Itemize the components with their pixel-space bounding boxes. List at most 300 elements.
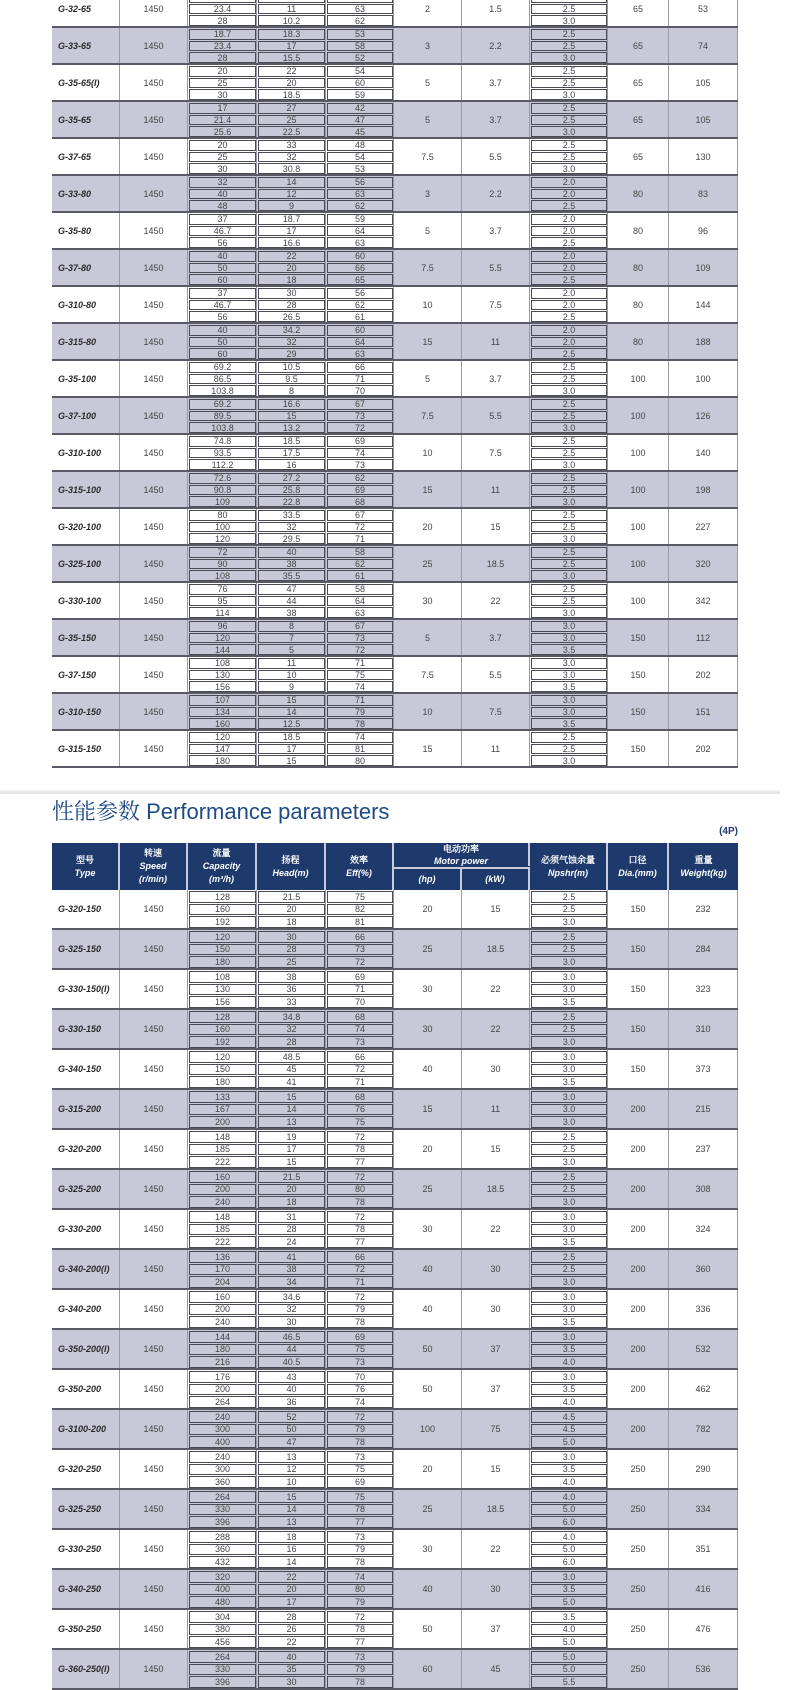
efficiency-value: 74 — [327, 448, 393, 459]
motor-hp-value: 15 — [394, 472, 462, 507]
speed-value: 1450 — [120, 28, 188, 63]
table-row-group — [52, 1170, 738, 1210]
capacity-value: 25 — [189, 152, 256, 163]
pump-model: G-35-80 — [52, 213, 120, 248]
speed-value: 1450 — [120, 1010, 188, 1048]
head-value: 16 — [258, 1544, 325, 1556]
efficiency-value: 59 — [327, 214, 393, 225]
efficiency-value: 64 — [327, 226, 393, 237]
efficiency-value: 54 — [327, 66, 393, 77]
npsh-value: 3.0 — [531, 1224, 607, 1236]
efficiency-value: 78 — [327, 1624, 393, 1636]
efficiency-value: 69 — [327, 971, 393, 983]
motor-hp-value: 60 — [394, 1650, 462, 1688]
efficiency-value: 58 — [327, 584, 393, 595]
motor-hp-value: 10 — [394, 694, 462, 729]
capacity-value: 185 — [189, 1144, 256, 1156]
npsh-value: 3.5 — [531, 1611, 607, 1623]
weight-value: 112 — [669, 620, 738, 655]
head-value: 14 — [258, 707, 325, 718]
weight-value: 351 — [669, 1530, 738, 1568]
capacity-value: 200 — [189, 1184, 256, 1196]
head-value: 29 — [258, 348, 325, 359]
motor-kw-value: 18.5 — [462, 930, 530, 968]
weight-value: 360 — [669, 1250, 738, 1288]
table-row-group — [52, 1610, 738, 1650]
efficiency-value: 60 — [327, 78, 393, 89]
motor-hp-value: 40 — [394, 1570, 462, 1608]
efficiency-value: 80 — [327, 1184, 393, 1196]
efficiency-value: 81 — [327, 744, 393, 755]
capacity-value: 134 — [189, 707, 256, 718]
efficiency-value: 70 — [327, 385, 393, 396]
capacity-value: 160 — [189, 1291, 256, 1303]
efficiency-value: 67 — [327, 510, 393, 521]
capacity-value: 30 — [189, 163, 256, 174]
table-row-group — [52, 1210, 738, 1250]
header-head-en: Head(m) — [272, 867, 309, 878]
head-value: 18.5 — [258, 89, 325, 100]
pump-model: G-37-80 — [52, 250, 120, 285]
npsh-value: 3.5 — [531, 1384, 607, 1396]
head-value: 28 — [258, 300, 325, 311]
weight-value: 237 — [669, 1130, 738, 1168]
pump-model: G-360-250(I) — [52, 1650, 120, 1688]
npsh-value: 5.0 — [531, 1664, 607, 1676]
motor-hp-value: 30 — [394, 1210, 462, 1248]
efficiency-value: 69 — [327, 436, 393, 447]
head-value: 9 — [258, 681, 325, 692]
efficiency-value: 78 — [327, 1224, 393, 1236]
motor-kw-value: 3.7 — [462, 361, 530, 396]
head-value: 20 — [258, 904, 325, 916]
npsh-value: 2.5 — [531, 1011, 607, 1023]
head-value: 40 — [258, 547, 325, 558]
capacity-value: 148 — [189, 1131, 256, 1143]
efficiency-value: 74 — [327, 1571, 393, 1583]
capacity-value — [189, 0, 256, 3]
efficiency-value: 72 — [327, 1171, 393, 1183]
efficiency-value: 68 — [327, 1011, 393, 1023]
npsh-value: 3.0 — [531, 1091, 607, 1103]
head-value: 32 — [258, 152, 325, 163]
header-speed-en: Speed — [139, 861, 167, 871]
npsh-value: 2.5 — [531, 1144, 607, 1156]
npsh-value: 2.5 — [531, 584, 607, 595]
table-row-group — [52, 1130, 738, 1170]
header-speed — [120, 843, 188, 890]
diameter-value: 150 — [608, 657, 669, 692]
header-head-cn: 扬程 — [281, 854, 300, 865]
head-value: 17 — [258, 1144, 325, 1156]
header-capacity-unit: (m³/h) — [209, 874, 234, 884]
efficiency-value: 53 — [327, 163, 393, 174]
table-row-group — [52, 361, 738, 398]
npsh-value: 5.0 — [531, 1651, 607, 1663]
capacity-value: 180 — [189, 1344, 256, 1356]
capacity-value: 56 — [189, 311, 256, 322]
head-value: 34.2 — [258, 325, 325, 336]
efficiency-value: 73 — [327, 1036, 393, 1048]
speed-value: 1450 — [120, 970, 188, 1008]
weight-value: 536 — [669, 1650, 738, 1688]
motor-kw-value: 22 — [462, 583, 530, 618]
weight-value: 202 — [669, 657, 738, 692]
capacity-value: 480 — [189, 1596, 256, 1608]
weight-value: 198 — [669, 472, 738, 507]
head-value: 15 — [258, 1156, 325, 1168]
motor-kw-value: 2.2 — [462, 28, 530, 63]
head-value: 18 — [258, 1531, 325, 1543]
efficiency-value: 66 — [327, 1251, 393, 1263]
weight-value: 227 — [669, 509, 738, 544]
npsh-value: 2.5 — [531, 1184, 607, 1196]
efficiency-value: 72 — [327, 1131, 393, 1143]
diameter-value: 100 — [608, 509, 669, 544]
diameter-value: 150 — [608, 620, 669, 655]
motor-kw-value: 37 — [462, 1370, 530, 1408]
weight-value: 310 — [669, 1010, 738, 1048]
head-value: 15 — [258, 1091, 325, 1103]
motor-hp-value: 40 — [394, 1290, 462, 1328]
weight-value: 336 — [669, 1290, 738, 1328]
weight-value: 140 — [669, 435, 738, 470]
efficiency-value: 71 — [327, 984, 393, 996]
diameter-value: 65 — [608, 102, 669, 137]
capacity-value: 40 — [189, 325, 256, 336]
motor-kw-value: 15 — [462, 890, 530, 928]
table-row-group — [52, 250, 738, 287]
head-value: 7 — [258, 633, 325, 644]
npsh-value: 5.0 — [531, 1436, 607, 1448]
capacity-value: 456 — [189, 1636, 256, 1648]
npsh-value: 3.0 — [531, 621, 607, 632]
npsh-value: 4.0 — [531, 1531, 607, 1543]
speed-value: 1450 — [120, 435, 188, 470]
efficiency-value: 71 — [327, 1276, 393, 1288]
efficiency-value: 79 — [327, 1664, 393, 1676]
header-head — [257, 843, 326, 890]
head-value: 31 — [258, 1211, 325, 1223]
efficiency-value: 69 — [327, 1476, 393, 1488]
efficiency-value: 75 — [327, 1344, 393, 1356]
npsh-value: 2.0 — [531, 263, 607, 274]
head-value: 17.5 — [258, 448, 325, 459]
capacity-value: 264 — [189, 1651, 256, 1663]
table-header — [52, 843, 738, 890]
head-value: 41 — [258, 1076, 325, 1088]
table-row-group — [52, 509, 738, 546]
efficiency-value: 72 — [327, 1291, 393, 1303]
npsh-value: 3.0 — [531, 984, 607, 996]
weight-value: 144 — [669, 287, 738, 322]
efficiency-value: 72 — [327, 522, 393, 533]
head-value: 44 — [258, 1344, 325, 1356]
capacity-value: 400 — [189, 1584, 256, 1596]
efficiency-value: 63 — [327, 237, 393, 248]
head-value: 11 — [258, 4, 325, 15]
table-row-group — [52, 472, 738, 509]
diameter-value: 150 — [608, 1050, 669, 1088]
efficiency-value: 79 — [327, 1304, 393, 1316]
efficiency-value: 61 — [327, 570, 393, 581]
npsh-value: 2.5 — [531, 547, 607, 558]
efficiency-value: 74 — [327, 1024, 393, 1036]
npsh-value: 2.5 — [531, 152, 607, 163]
pump-model: G-310-150 — [52, 694, 120, 729]
capacity-value: 160 — [189, 1024, 256, 1036]
head-value: 41 — [258, 1251, 325, 1263]
npsh-value: 5.0 — [531, 1544, 607, 1556]
pump-model: G-315-100 — [52, 472, 120, 507]
pump-model: G-37-65 — [52, 139, 120, 174]
motor-kw-value: 75 — [462, 1410, 530, 1448]
npsh-value: 3.0 — [531, 1156, 607, 1168]
speed-value: 1450 — [120, 1410, 188, 1448]
motor-kw-value: 22 — [462, 970, 530, 1008]
section-divider — [0, 790, 780, 794]
npsh-value: 2.5 — [531, 473, 607, 484]
capacity-value: 17 — [189, 103, 256, 114]
pump-model: G-310-80 — [52, 287, 120, 322]
npsh-value: 3.0 — [531, 755, 607, 766]
motor-kw-value: 15 — [462, 1130, 530, 1168]
table-row-group — [52, 1650, 738, 1690]
efficiency-value: 52 — [327, 52, 393, 63]
npsh-value: 4.5 — [531, 1424, 607, 1436]
head-value — [258, 0, 325, 3]
motor-kw-value: 18.5 — [462, 1170, 530, 1208]
diameter-value: 100 — [608, 361, 669, 396]
head-value: 38 — [258, 559, 325, 570]
npsh-value: 5.0 — [531, 1636, 607, 1648]
speed-value: 1450 — [120, 1370, 188, 1408]
npsh-value: 5.0 — [531, 1504, 607, 1516]
efficiency-value: 60 — [327, 251, 393, 262]
npsh-value: 2.5 — [531, 744, 607, 755]
weight-value: 290 — [669, 1450, 738, 1488]
efficiency-value: 75 — [327, 891, 393, 903]
efficiency-value: 65 — [327, 274, 393, 285]
efficiency-value: 78 — [327, 1144, 393, 1156]
npsh-value: 3.0 — [531, 658, 607, 669]
weight-value: 126 — [669, 398, 738, 433]
capacity-value: 330 — [189, 1664, 256, 1676]
header-type-en: Type — [74, 867, 96, 878]
motor-hp-value: 25 — [394, 1170, 462, 1208]
table-row-group — [52, 930, 738, 970]
pump-model: G-35-65 — [52, 102, 120, 137]
efficiency-value: 78 — [327, 1676, 393, 1688]
head-value: 27 — [258, 103, 325, 114]
speed-value: 1450 — [120, 1090, 188, 1128]
head-value: 38 — [258, 971, 325, 983]
motor-hp-value: 20 — [394, 890, 462, 928]
capacity-value: 37 — [189, 214, 256, 225]
pump-model: G-325-250 — [52, 1490, 120, 1528]
capacity-value: 108 — [189, 971, 256, 983]
npsh-value: 2.5 — [531, 348, 607, 359]
weight-value: 130 — [669, 139, 738, 174]
capacity-value: 156 — [189, 681, 256, 692]
diameter-value: 80 — [608, 213, 669, 248]
table-row-group — [52, 1530, 738, 1570]
header-dia-cn: 口径 — [628, 854, 647, 865]
npsh-value: 2.0 — [531, 325, 607, 336]
capacity-value: 360 — [189, 1476, 256, 1488]
head-value: 10.2 — [258, 15, 325, 26]
npsh-value: 3.0 — [531, 1451, 607, 1463]
motor-kw-value: 37 — [462, 1610, 530, 1648]
table-row-group — [52, 324, 738, 361]
head-value: 40.5 — [258, 1356, 325, 1368]
efficiency-value: 45 — [327, 126, 393, 137]
head-value: 30 — [258, 931, 325, 943]
npsh-value: 2.5 — [531, 29, 607, 40]
npsh-value: 3.5 — [531, 1236, 607, 1248]
header-npsh-en: Npshr(m) — [548, 867, 588, 878]
pump-model: G-330-150 — [52, 1010, 120, 1048]
motor-kw-value: 15 — [462, 1450, 530, 1488]
header-capacity — [188, 843, 257, 890]
weight-value: 53 — [669, 0, 738, 26]
capacity-value: 222 — [189, 1156, 256, 1168]
efficiency-value: 72 — [327, 1211, 393, 1223]
head-value: 27.2 — [258, 473, 325, 484]
npsh-value: 2.5 — [531, 274, 607, 285]
pump-model: G-315-150 — [52, 731, 120, 766]
efficiency-value: 64 — [327, 596, 393, 607]
capacity-value: 40 — [189, 189, 256, 200]
table-row-group — [52, 657, 738, 694]
capacity-value: 330 — [189, 1504, 256, 1516]
capacity-value: 200 — [189, 1384, 256, 1396]
npsh-value: 2.5 — [531, 115, 607, 126]
head-value: 22.5 — [258, 126, 325, 137]
head-value: 15.5 — [258, 52, 325, 63]
table-row-group — [52, 65, 738, 102]
npsh-value: 4.0 — [531, 1491, 607, 1503]
head-value: 28 — [258, 944, 325, 956]
table-row-group — [52, 1250, 738, 1290]
motor-kw-value: 5.5 — [462, 398, 530, 433]
speed-value: 1450 — [120, 1050, 188, 1088]
table-row-group — [52, 1050, 738, 1090]
npsh-value: 3.0 — [531, 956, 607, 968]
head-value: 25 — [258, 956, 325, 968]
head-value: 30 — [258, 1316, 325, 1328]
motor-kw-value: 11 — [462, 324, 530, 359]
table-row-group — [52, 583, 738, 620]
efficiency-value: 72 — [327, 1411, 393, 1423]
pump-model: G-330-250 — [52, 1530, 120, 1568]
speed-value: 1450 — [120, 361, 188, 396]
efficiency-value: 78 — [327, 1504, 393, 1516]
head-value: 15 — [258, 1491, 325, 1503]
capacity-value: 25.6 — [189, 126, 256, 137]
pump-model: G-350-200 — [52, 1370, 120, 1408]
table-row-group — [52, 213, 738, 250]
npsh-value: 2.0 — [531, 214, 607, 225]
speed-value: 1450 — [120, 472, 188, 507]
motor-hp-value: 20 — [394, 1450, 462, 1488]
pump-model: G-340-150 — [52, 1050, 120, 1088]
motor-hp-value: 5 — [394, 102, 462, 137]
head-value: 32 — [258, 522, 325, 533]
header-weight-en: Weight(kg) — [680, 867, 727, 878]
motor-kw-value: 30 — [462, 1050, 530, 1088]
efficiency-value: 72 — [327, 644, 393, 655]
diameter-value: 150 — [608, 1010, 669, 1048]
table-row-group — [52, 1010, 738, 1050]
head-value: 36 — [258, 984, 325, 996]
npsh-value: 2.5 — [531, 411, 607, 422]
pump-model: G-325-100 — [52, 546, 120, 581]
head-value: 18.3 — [258, 29, 325, 40]
table-row-group — [52, 620, 738, 657]
efficiency-value: 80 — [327, 755, 393, 766]
head-value: 10 — [258, 1476, 325, 1488]
weight-value: 151 — [669, 694, 738, 729]
npsh-value: 3.5 — [531, 1584, 607, 1596]
capacity-value: 160 — [189, 1171, 256, 1183]
capacity-value: 23.4 — [189, 4, 256, 15]
npsh-value: 2.0 — [531, 189, 607, 200]
pump-model: G-37-150 — [52, 657, 120, 692]
head-value: 50 — [258, 1424, 325, 1436]
head-value: 16 — [258, 459, 325, 470]
npsh-value: 3.0 — [531, 1211, 607, 1223]
npsh-value: 4.5 — [531, 1411, 607, 1423]
npsh-value: 3.0 — [531, 1036, 607, 1048]
motor-hp-value: 7.5 — [394, 139, 462, 174]
speed-value: 1450 — [120, 1570, 188, 1608]
npsh-value: 2.5 — [531, 1264, 607, 1276]
weight-value: 476 — [669, 1610, 738, 1648]
capacity-value: 133 — [189, 1091, 256, 1103]
capacity-value: 108 — [189, 658, 256, 669]
npsh-value: 3.0 — [531, 126, 607, 137]
motor-hp-value: 50 — [394, 1370, 462, 1408]
capacity-value: 240 — [189, 1411, 256, 1423]
npsh-value: 2.5 — [531, 904, 607, 916]
diameter-value: 250 — [608, 1450, 669, 1488]
capacity-value: 72.6 — [189, 473, 256, 484]
npsh-value: 2.5 — [531, 596, 607, 607]
capacity-value: 46.7 — [189, 226, 256, 237]
head-value: 28 — [258, 1036, 325, 1048]
section-title: 性能参数 Performance parameters — [52, 799, 390, 824]
npsh-value: 2.0 — [531, 288, 607, 299]
efficiency-value: 47 — [327, 115, 393, 126]
efficiency-value: 78 — [327, 718, 393, 729]
header-capacity-en: Capacity — [202, 861, 241, 871]
weight-value: 323 — [669, 970, 738, 1008]
npsh-value: 2.0 — [531, 337, 607, 348]
weight-value: 202 — [669, 731, 738, 766]
header-weight-cn: 重量 — [694, 854, 713, 865]
diameter-value: 150 — [608, 731, 669, 766]
diameter-value: 200 — [608, 1410, 669, 1448]
efficiency-value: 76 — [327, 1104, 393, 1116]
npsh-value: 3.0 — [531, 670, 607, 681]
diameter-value: 200 — [608, 1210, 669, 1248]
table-row-group — [52, 139, 738, 176]
efficiency-value: 60 — [327, 325, 393, 336]
motor-hp-value: 25 — [394, 546, 462, 581]
head-value: 47 — [258, 1436, 325, 1448]
capacity-value: 150 — [189, 1064, 256, 1076]
